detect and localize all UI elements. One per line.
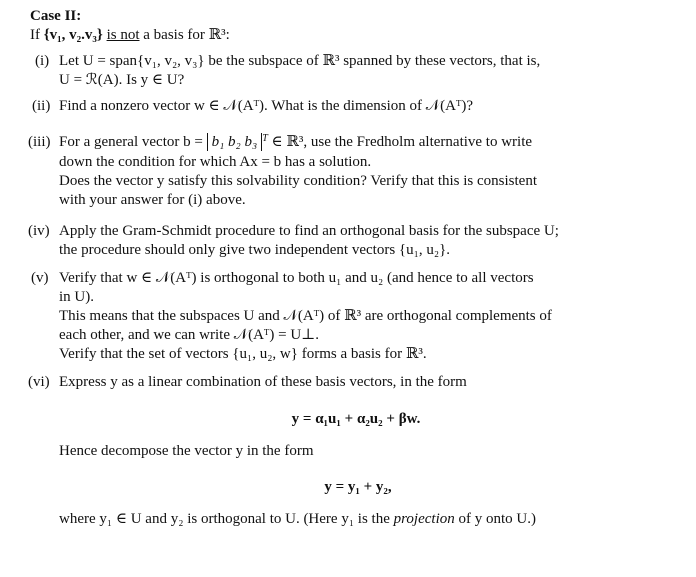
equation-linear-combination: y = α₁u₁ + α₂u₂ + βw. <box>291 411 421 427</box>
item-vi-line-1: Express y as a linear combination of these basis vectors, in the form <box>59 374 467 390</box>
item-v-line-1: Verify that w ∈ 𝒩(Aᵀ) is orthogonal to both u₁ and u₂ (and hence to all vectors <box>59 270 534 286</box>
item-iii-line-4: with your answer for (i) above. <box>59 192 246 208</box>
not-basis-underlined: is not <box>106 27 140 43</box>
transpose-mark: T <box>262 133 268 144</box>
case-title: Case II: <box>30 8 82 24</box>
final-prefix: where y₁ ∈ U and y₂ is orthogonal to U. (Here y₁ is the <box>59 511 394 527</box>
item-v-line-4: each other, and we can write 𝒩(Aᵀ) = U⊥. <box>59 327 320 343</box>
general-vector-lead: For a general vector b = <box>59 134 207 150</box>
case-statement <box>30 26 230 45</box>
item-v-line-5: Verify that the set of vectors {u₁, u₂, w} forms a basis for ℝ³. <box>59 346 427 362</box>
vector-set: {v₁, v₂.v₃} <box>43 27 103 43</box>
hence-decompose: Hence decompose the vector y in the form <box>59 443 314 459</box>
item-i-line-1: Let U = span{v₁, v₂, v₃} be the subspace of ℝ³ spanned by these vectors, that is, <box>59 53 541 69</box>
case-suffix: a basis for ℝ³: <box>139 27 230 43</box>
column-vector-b: b₁ b₂ b₃ <box>207 133 263 151</box>
item-iii-line-1 <box>59 133 532 152</box>
item-label-iii: (iii) <box>28 134 51 150</box>
item-label-vi: (vi) <box>28 374 50 390</box>
item-iii-line-3: Does the vector y satisfy this solvability condition? Verify that this is consistent <box>59 173 537 189</box>
case-prefix: If <box>30 27 44 43</box>
item-v-line-3: This means that the subspaces U and 𝒩(Aᵀ) of ℝ³ are orthogonal complements of <box>59 308 552 324</box>
final-suffix: of y onto U.) <box>454 511 536 527</box>
item-ii-line-1: Find a nonzero vector w ∈ 𝒩(Aᵀ). What is the dimension of 𝒩(Aᵀ)? <box>59 98 474 114</box>
item-iii-line-2: down the condition for which Ax = b has a solution. <box>59 154 372 170</box>
item-label-v: (v) <box>31 270 49 286</box>
item-iv-line-2: the procedure should only give two independent vectors {u₁, u₂}. <box>59 242 451 258</box>
equation-decomposition: y = y₁ + y₂, <box>324 479 392 495</box>
item-label-ii: (ii) <box>32 98 51 114</box>
item-label-i: (i) <box>35 53 50 69</box>
final-statement <box>59 510 536 529</box>
projection-emphasis: projection <box>393 511 455 527</box>
item-v-line-2: in U). <box>59 289 94 305</box>
item-i-line-2: U = ℛ(A). Is y ∈ U? <box>59 72 185 88</box>
item-label-iv: (iv) <box>28 223 50 239</box>
item-iii-line-1-tail: ∈ ℝ³, use the Fredholm alternative to write <box>271 134 533 150</box>
item-iv-line-1: Apply the Gram-Schmidt procedure to find an orthogonal basis for the subspace U; <box>59 223 559 239</box>
